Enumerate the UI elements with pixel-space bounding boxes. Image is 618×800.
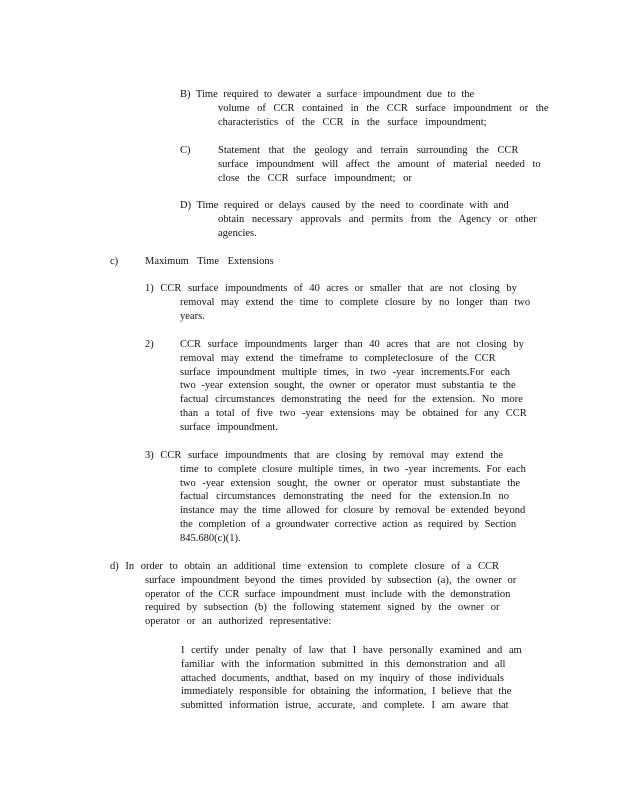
item-b-line-1: volume of CCR contained in the CCR surface impoundment or the xyxy=(218,102,549,114)
item-d-label: D) Time required or delays caused by the need to coordinate with and xyxy=(180,200,509,211)
item-c3-line-5: the completion of a groundwater corrective action as required by Section xyxy=(180,518,517,530)
section-d-line-1: surface impoundment beyond the times provided by subsection (a), the owner or xyxy=(145,574,517,586)
item-c3-line-3: factual circumstances demonstrating the need for the extension.In no xyxy=(180,491,509,503)
item-c1 xyxy=(145,282,531,323)
item-c2-line-4: two -year extension sought, the owner or operator must substantia te the xyxy=(180,380,516,392)
item-c3 xyxy=(145,449,535,546)
item-b-line-2: characteristics of the CCR in the surface impoundment; xyxy=(218,116,487,128)
section-d xyxy=(110,560,535,629)
item-b xyxy=(180,88,549,129)
item-b-label: B) Time required to dewater a surface impoundment due to the xyxy=(180,89,475,100)
item-c1-label: 1) CCR surface impoundments of 40 acres or smaller that are not closing by xyxy=(145,283,517,294)
item-c2 xyxy=(145,338,535,435)
item-c-line-1: Statement that the geology and terrain surrounding the CCR xyxy=(218,145,519,156)
certification-line-3: attached documents, andthat, based on my inquiry of those individuals xyxy=(181,672,504,684)
item-c1-line-1: removal may extend the time to complete closure by no longer than two xyxy=(180,296,531,308)
item-c2-line-3: surface impoundment multiple times, in two -year increments.For each xyxy=(180,366,510,378)
item-d-line-1: obtain necessary approvals and permits from the Agency or other xyxy=(218,213,537,225)
item-c2-line-5: factual circumstances demonstrating the need for the extension. No more xyxy=(180,394,523,406)
item-c-line-2: surface impoundment will affect the amount of material needed to xyxy=(218,158,541,170)
item-c3-line-4: instance may the time allowed for closure by removal be extended beyond xyxy=(180,505,526,517)
section-d-line-2: operator of the CCR surface impoundment must include with the demonstration xyxy=(145,588,511,600)
item-c2-line-2: removal may extend the timeframe to completeclosure of the CCR xyxy=(180,352,496,364)
certification-line-4: immediately responsible for obtaining the information, I believe that the xyxy=(181,686,512,698)
item-c2-line-1: CCR surface impoundments larger than 40 acres that are not closing by xyxy=(180,339,524,350)
item-c3-line-1: time to complete closure multiple times, in two -year increments. For each xyxy=(180,463,526,475)
item-c-line-3: close the CCR surface impoundment; or xyxy=(218,172,412,184)
item-c2-line-6: than a total of five two -year extensions may be obtained for any CCR xyxy=(180,407,527,419)
certification-line-2: familiar with the information submitted in this demonstration and all xyxy=(181,658,506,670)
certification-line-5: submitted information istrue, accurate, and complete. I am aware that xyxy=(181,700,509,712)
item-c3-line-2: two -year extension sought, the owner or operator must substantiate the xyxy=(180,477,521,489)
item-d-line-2: agencies. xyxy=(218,227,257,239)
certification-line-1: I certify under penalty of law that I have personally examined and am xyxy=(181,645,522,656)
section-c-label: c) xyxy=(110,256,119,267)
item-c3-line-6: 845.680(c)(1). xyxy=(180,532,241,544)
item-c2-line-7: surface impoundment. xyxy=(180,421,278,433)
item-c1-line-2: years. xyxy=(180,310,205,322)
section-d-line-3: required by subsection (b) the following statement signed by the owner or xyxy=(145,602,500,614)
section-c-heading: Maximum Time Extensions xyxy=(145,256,274,267)
item-d xyxy=(180,199,540,240)
item-c3-label: 3) CCR surface impoundments that are closing by removal may extend the xyxy=(145,450,504,461)
section-d-line-4: operator or an authorized representative: xyxy=(145,616,332,628)
section-d-label: d) In order to obtain an additional time extension to complete closure of a CCR xyxy=(110,561,500,572)
certification-statement xyxy=(181,644,531,713)
item-c xyxy=(180,144,540,185)
item-c-label: C) xyxy=(180,145,191,156)
item-c2-label: 2) xyxy=(145,339,154,350)
